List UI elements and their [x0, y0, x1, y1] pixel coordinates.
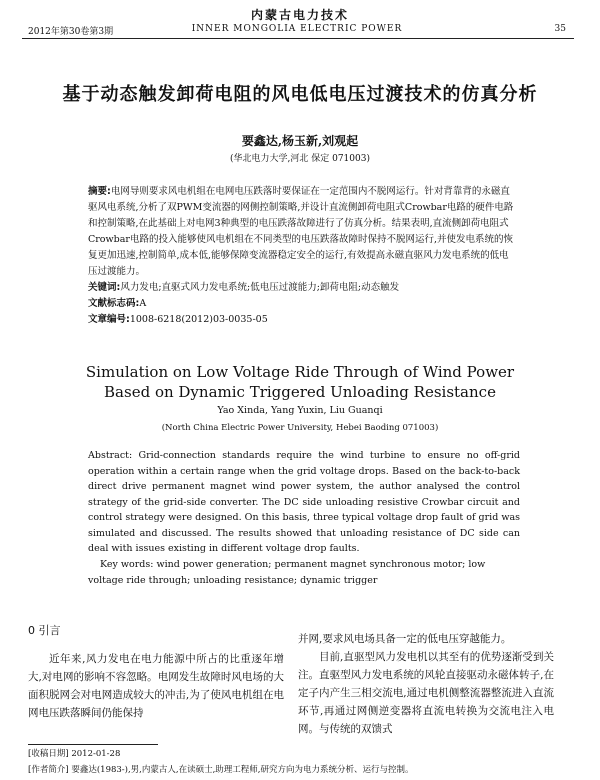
abstract-en	[88, 448, 520, 557]
title-en-line1: Simulation on Low Voltage Ride Through of Wind Power	[85, 363, 515, 381]
footnote-author	[28, 763, 588, 775]
author-bio-label: [作者简介]	[28, 765, 69, 775]
keywords-cn-label: 关键词:	[88, 282, 121, 293]
journal-name-en: INNER MONGOLIA ELECTRIC POWER	[191, 24, 403, 34]
author-bio: 要鑫达(1983-),男,内蒙古人,在读硕士,助理工程师,研究方向为电力系统分析、运行与控制。	[71, 765, 414, 775]
keywords-en-label: Key words:	[100, 559, 154, 570]
article-number-label: 文章编号:	[88, 314, 130, 325]
footnote-received	[28, 747, 588, 759]
received-date: 2012-01-28	[71, 749, 121, 759]
body-column-left	[28, 622, 284, 722]
footnote-rule	[28, 744, 158, 745]
body-paragraph: 目前,直驱型风力发电机以其至有的优势逐渐受到关注。直驱型风力发电系统的风轮直接驱动永磁体转子,在定子内产生三相交流电,通过电机侧整流器整流进入直流环节,再通过网侧逆变器将直流电转换为交流电注入电网。与传统的双馈式	[298, 651, 554, 735]
title-en-line2: Based on Dynamic Triggered Unloading Resistance	[104, 383, 496, 401]
affiliation-cn: (华北电力大学,河北 保定 071003)	[230, 154, 370, 164]
abstract-en-text: Grid-connection standards require the wind turbine to ensure no off-grid operation within a certain range when the grid voltage drops. Based on the back-to-back direct drive permanent magnet wind power system, the author analysed the control strategy of the grid-side converter. The DC side unloading resistive Crowbar circuit and control strategy were designed. On this basis, three typical voltage drop fault of grid was simulated and discussed. The results showed that unloading resistance of DC side can deal with issues existing in different voltage drop faults.	[88, 450, 520, 554]
authors-cn: 要鑫达,杨玉新,刘观起	[241, 134, 359, 148]
abstract-en-label: Abstract:	[88, 450, 133, 461]
issue-info: 2012年第30卷第3期	[28, 27, 114, 37]
paper-title-cn: 基于动态触发卸荷电阻的风电低电压过渡技术的仿真分析	[62, 84, 538, 105]
abstract-cn	[88, 184, 518, 280]
doc-code	[88, 296, 518, 312]
abstract-cn-text: 电网导则要求风电机组在电网电压跌落时要保证在一定范围内不脱网运行。针对背靠背的永磁直驱风电系统,分析了双PWM变流器的网侧控制策略,并设计直流侧卸荷电阻式Crowbar电路的硬件电路和控制策略,在此基础上对电网3种典型的电压跌落故障进行了仿真分析。结果表明,直流侧卸荷电阻式Crowbar电路的投入能够使风电机组在不同类型的电压跌落故障时保持不脱网运行,并使发电系统的恢复更加迅速,控制简单,成本低,能够保障变流器稳定安全的运行,有效提高永磁直驱风力发电系统的低电压过渡能力。	[88, 186, 514, 277]
article-number	[88, 312, 518, 328]
body-paragraph-continued: 并网,要求风电场具备一定的低电压穿越能力。	[298, 633, 512, 645]
running-header	[28, 24, 566, 38]
keywords-cn-text: 风力发电;直驱式风力发电系统;低电压过渡能力;卸荷电阻;动态触发	[120, 282, 400, 293]
body-paragraph: 近年来,风力发电在电力能源中所占的比重逐年增大,对电网的影响不容忽略。电网发生故障时风电场的大面积脱网会对电网造成较大的冲击,为了使风电机组在电网电压跌落瞬间仍能保持	[28, 653, 284, 719]
paper-title-en	[0, 362, 600, 402]
section-heading: 0 引言	[28, 624, 61, 637]
article-number-value: 1008-6218(2012)03-0035-05	[129, 314, 268, 325]
keywords-cn	[88, 280, 518, 296]
abstract-cn-label: 摘要:	[88, 186, 111, 197]
page-number: 35	[554, 24, 566, 34]
header-rule	[22, 38, 574, 39]
affiliation-en: (North China Electric Power University, Hebei Baoding 071003)	[161, 423, 439, 433]
keywords-en	[88, 557, 520, 588]
keywords-en-text: wind power generation; permanent magnet synchronous motor; low voltage ride through; unloading resistance; dynamic trigger	[88, 559, 486, 586]
abstract-cn-block	[88, 184, 518, 328]
body-column-right	[298, 630, 554, 738]
authors-en: Yao Xinda, Yang Yuxin, Liu Guanqi	[217, 405, 383, 416]
doc-code-value: A	[139, 298, 147, 309]
received-label: [收稿日期]	[28, 749, 69, 759]
journal-name-cn: 内蒙古电力技术	[250, 8, 349, 22]
doc-code-label: 文献标志码:	[88, 298, 140, 309]
